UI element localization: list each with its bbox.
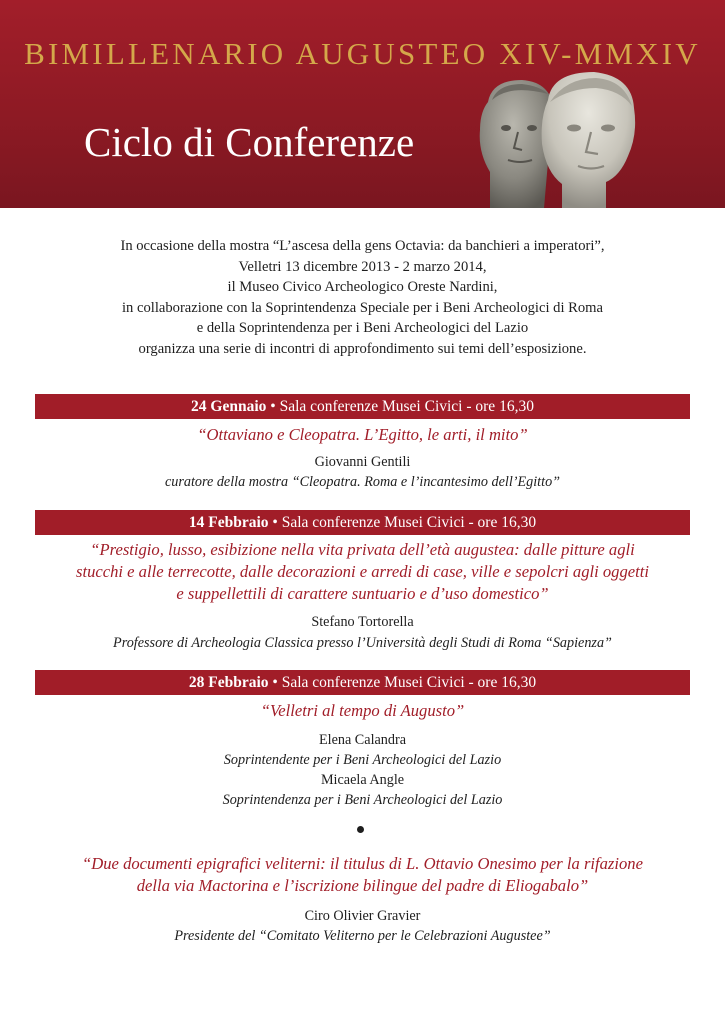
speaker-name: Elena Calandra xyxy=(318,732,407,748)
speaker-name: Stefano Tortorella xyxy=(311,614,414,630)
speaker-role: curatore della mostra “Cleopatra. Roma e l’incantesimo dell’Egitto” xyxy=(164,474,561,490)
speaker-name: Giovanni Gentili xyxy=(314,454,411,470)
speaker-role: Presidente del “Comitato Veliterno per le Celebrazioni Augustee” xyxy=(174,928,551,944)
talk-title-line: “Prestigio, lusso, esibizione nella vita privata dell’età augustea: dalle pitture agli xyxy=(90,540,635,559)
event-date-band xyxy=(35,394,690,419)
separator-dot xyxy=(357,826,364,833)
page-title: Ciclo di Conferenze xyxy=(84,119,415,165)
event-details: • Sala conferenze Musei Civici - ore 16,30 xyxy=(266,398,534,415)
speaker-role: Professore di Archeologia Classica presso l’Università degli Studi di Roma “Sapienza” xyxy=(113,635,612,651)
event-date-band xyxy=(35,510,690,535)
talk-title-line: della via Mactorina e l’iscrizione bilingue del padre di Eliogabalo” xyxy=(136,876,589,895)
talk-title-line: “Due documenti epigrafici veliterni: il titulus di L. Ottavio Onesimo per la rifazione xyxy=(82,854,643,873)
intro-line: organizza una serie di incontri di approfondimento sui temi dell’esposizione. xyxy=(138,340,587,357)
speaker-role: Soprintendenza per i Beni Archeologici del Lazio xyxy=(222,792,503,808)
speaker-role: Soprintendente per i Beni Archeologici del Lazio xyxy=(223,752,502,768)
event-date: 28 Febbraio xyxy=(188,674,269,691)
event-details: • Sala conferenze Musei Civici - ore 16,30 xyxy=(268,674,537,691)
talk-title: “Ottaviano e Cleopatra. L’Egitto, le arti, il mito” xyxy=(197,425,528,444)
intro-text xyxy=(40,236,685,360)
busts-image xyxy=(470,72,670,208)
header-title: BIMILLENARIO AUGUSTEO XIV-MMXIV xyxy=(24,36,701,71)
intro-line: e della Soprintendenza per i Beni Archeologici del Lazio xyxy=(196,320,529,337)
talk-title xyxy=(20,539,705,605)
event-date-band xyxy=(35,670,690,695)
event-date: 24 Gennaio xyxy=(191,398,267,415)
event-details: • Sala conferenze Musei Civici - ore 16,30 xyxy=(268,514,537,531)
event-date: 14 Febbraio xyxy=(188,514,269,531)
talk-title-line: e suppellettili di carattere suntuario e d’uso domestico” xyxy=(176,584,549,603)
intro-line: In occasione della mostra “L’ascesa della gens Octavia: da banchieri a imperatori”, xyxy=(120,238,605,254)
intro-line: in collaborazione con la Soprintendenza Speciale per i Beni Archeologici di Roma xyxy=(121,299,604,316)
intro-line: il Museo Civico Archeologico Oreste Nardini, xyxy=(227,279,498,296)
talk-title-line: stucchi e alle terrecotte, dalle decorazioni e arredi di case, ville e sepolcri agli oggetti xyxy=(76,562,649,581)
header-banner xyxy=(0,0,725,208)
talk-title: “Velletri al tempo di Augusto” xyxy=(260,701,465,720)
speaker-name: Ciro Olivier Gravier xyxy=(304,908,421,924)
talk-title xyxy=(20,853,705,897)
intro-line: Velletri 13 dicembre 2013 - 2 marzo 2014, xyxy=(238,258,487,275)
speaker-name: Micaela Angle xyxy=(320,772,405,788)
